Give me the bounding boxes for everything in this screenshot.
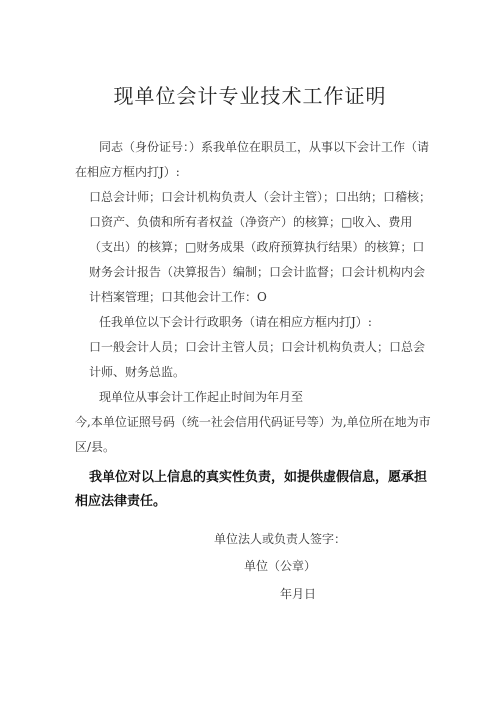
admin-position-options-paragraph: 口一般会计人员；口会计主管人员；口会计机构负责人；口总会计师、财务总监。: [89, 340, 426, 379]
declaration-paragraph: 我单位对以上信息的真实性负责，如提供虚假信息，愿承担相应法律责任。: [75, 470, 428, 509]
date-line: 年月日: [279, 587, 316, 601]
signer-line: 单位法人或负责人签字：: [213, 532, 346, 546]
employee-statement-paragraph: 同志（身份证号：）系我单位在职员工，从事以下会计工作（请在相应方框内打J）:: [75, 140, 430, 179]
unit-info-paragraph: 今,本单位证照号码（统一社会信用代码证号等）为,单位所在地为市 区/县。: [75, 415, 431, 454]
seal-line: 单位（公章）: [243, 559, 316, 573]
document-body: [75, 135, 435, 514]
accounting-work-options-paragraph: 口总会计师；口会计机构负责人（会计主管）；口出纳；口稽核；口资产、负债和所有者权益（净资产）的核算；□收入、费用（支出）的核算；□财务成果（政府预算执行结果）的核算；口财务会计报告（决算报告）编制；口会计监督；口会计机构内会计档案管理；口其他会计工作：O: [89, 190, 432, 304]
work-period-paragraph: 现单位从事会计工作起止时间为年月至: [99, 390, 304, 404]
document-title: 现单位会计专业技术工作证明: [113, 84, 387, 108]
admin-position-statement-paragraph: 任我单位以下会计行政职务（请在相应方框内打J）:: [99, 315, 372, 329]
